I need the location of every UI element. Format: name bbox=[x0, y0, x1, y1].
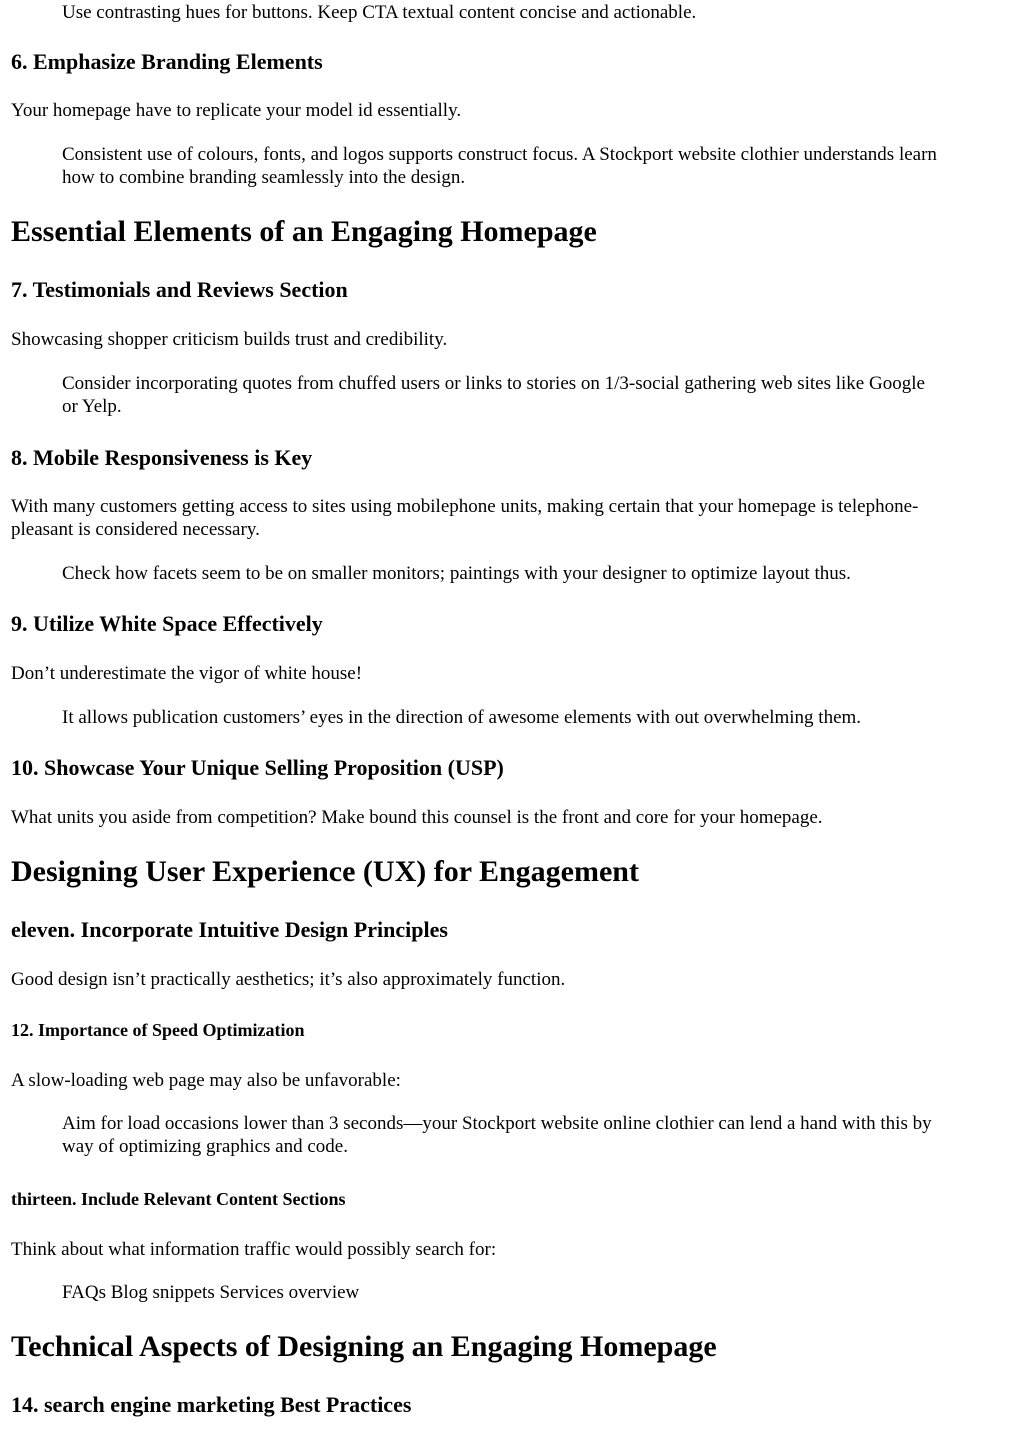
heading-testimonials: 7. Testimonials and Reviews Section bbox=[11, 277, 348, 302]
whitespace-paragraph: Don’t underestimate the vigor of white house! bbox=[11, 663, 363, 684]
branding-quote-line-1: Consistent use of colours, fonts, and logos supports construct focus. A Stockport website clothier understands learn bbox=[62, 144, 937, 165]
heading-intuitive-design: eleven. Incorporate Intuitive Design Principles bbox=[11, 917, 448, 942]
speed-paragraph: A slow-loading web page may also be unfavorable: bbox=[11, 1070, 401, 1091]
branding-paragraph: Your homepage have to replicate your model id essentially. bbox=[11, 100, 462, 121]
mobile-paragraph-line-1: With many customers getting access to sites using mobilephone units, making certain that your homepage is telephone- bbox=[11, 496, 919, 517]
heading-usp: 10. Showcase Your Unique Selling Proposition (USP) bbox=[11, 755, 504, 780]
testimonials-quote-line-1: Consider incorporating quotes from chuffed users or links to stories on 1/3-social gathering web sites like Google bbox=[62, 373, 925, 394]
content-paragraph: Think about what information traffic would possibly search for: bbox=[11, 1239, 497, 1260]
mobile-paragraph-line-2: pleasant is considered necessary. bbox=[11, 519, 260, 540]
whitespace-quote: It allows publication customers’ eyes in the direction of awesome elements with out overwhelming them. bbox=[62, 707, 862, 728]
testimonials-paragraph: Showcasing shopper criticism builds trust and credibility. bbox=[11, 329, 448, 350]
heading-mobile-responsiveness: 8. Mobile Responsiveness is Key bbox=[11, 445, 313, 470]
heading-seo-best-practices: 14. search engine marketing Best Practices bbox=[11, 1392, 412, 1417]
speed-quote-line-2: way of optimizing graphics and code. bbox=[62, 1136, 348, 1157]
heading-ux-engagement: Designing User Experience (UX) for Engagement bbox=[11, 855, 639, 888]
mobile-quote: Check how facets seem to be on smaller monitors; paintings with your designer to optimize layout thus. bbox=[62, 563, 851, 584]
heading-branding: 6. Emphasize Branding Elements bbox=[11, 49, 323, 74]
heading-essential-elements: Essential Elements of an Engaging Homepage bbox=[11, 215, 597, 248]
content-quote: FAQs Blog snippets Services overview bbox=[62, 1282, 360, 1303]
heading-technical-aspects: Technical Aspects of Designing an Engaging Homepage bbox=[11, 1330, 717, 1363]
usp-paragraph: What units you aside from competition? Make bound this counsel is the front and core for your homepage. bbox=[11, 807, 823, 828]
testimonials-quote-line-2: or Yelp. bbox=[62, 396, 122, 417]
intuitive-paragraph: Good design isn’t practically aesthetics; it’s also approximately function. bbox=[11, 969, 566, 990]
speed-quote-line-1: Aim for load occasions lower than 3 seconds—your Stockport website online clothier can lend a hand with this by bbox=[62, 1113, 932, 1134]
heading-speed-optimization: 12. Importance of Speed Optimization bbox=[11, 1020, 305, 1040]
heading-content-sections: thirteen. Include Relevant Content Sections bbox=[11, 1189, 346, 1209]
branding-quote-line-2: how to combine branding seamlessly into the design. bbox=[62, 167, 466, 188]
heading-white-space: 9. Utilize White Space Effectively bbox=[11, 611, 323, 636]
cta-tip-text: Use contrasting hues for buttons. Keep CTA textual content concise and actionable. bbox=[62, 2, 697, 23]
